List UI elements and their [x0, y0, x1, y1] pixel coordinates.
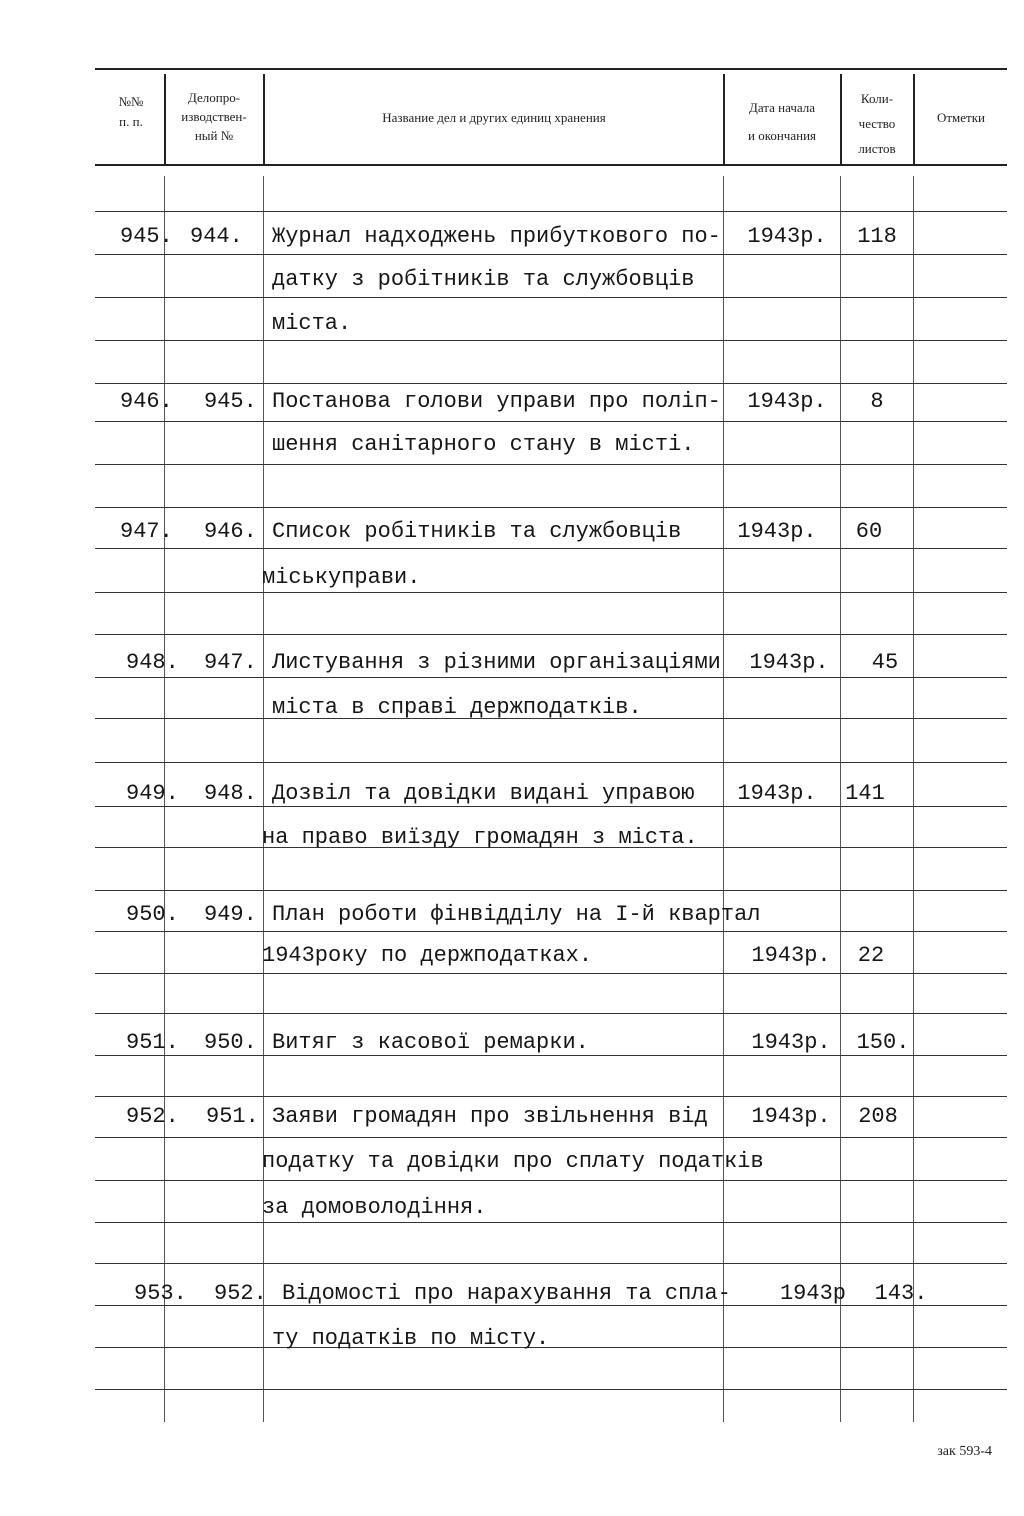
- entry-number: 945.: [120, 224, 173, 249]
- entry-number: 948.: [126, 650, 179, 675]
- entry-office-number: 948.: [204, 781, 257, 806]
- entry-office-number: 951.: [206, 1104, 259, 1129]
- entry-office-number: 952.: [214, 1281, 267, 1306]
- entry-number: 953.: [134, 1281, 187, 1306]
- entry-title-line: План роботи фінвідділу на I-й квартал: [272, 902, 761, 927]
- entry-date: 1943р.: [751, 1030, 831, 1055]
- entry-date: 1943р.: [747, 389, 827, 414]
- entry-title-line: за домоволодіння.: [262, 1195, 487, 1220]
- header-col-title: Название дел и других единиц хранения: [382, 110, 606, 125]
- entry-number: 947.: [120, 519, 173, 544]
- entry-title-line: міста в справі держподатків.: [272, 695, 642, 720]
- entry-title-line: міськуправи.: [262, 565, 421, 590]
- print-order-mark: зак 593-4: [937, 1444, 992, 1459]
- entry-title-line: міста.: [272, 311, 352, 336]
- entry-number: 950.: [126, 902, 179, 927]
- entry-title-line: Листування з різними організаціями: [272, 650, 721, 675]
- header-col-notes: Отметки: [936, 110, 986, 125]
- entry-sheet-count: 45: [871, 650, 899, 675]
- entry-date: 1943р.: [747, 224, 827, 249]
- entry-title-line: 1943року по держподатках.: [262, 943, 593, 968]
- entry-date: 1943р.: [737, 781, 817, 806]
- entry-number: 951.: [126, 1030, 179, 1055]
- header-divider-2: [263, 74, 265, 164]
- entry-office-number: 944.: [190, 224, 243, 249]
- entry-title-line: Журнал надходжень прибуткового по-: [272, 224, 721, 249]
- entry-date: 1943р.: [749, 650, 829, 675]
- entry-sheet-count: 22: [857, 943, 885, 968]
- entry-sheet-count: 208: [858, 1104, 898, 1129]
- entry-date: 1943р.: [751, 943, 831, 968]
- entry-office-number: 946.: [204, 519, 257, 544]
- entry-title-line: податку та довідки про сплату податків: [262, 1149, 764, 1174]
- header-col-office-number: Делопро- изводствен- ный №: [181, 90, 247, 143]
- body-divider-2: [263, 176, 264, 1422]
- entry-title-line: Витяг з касової ремарки.: [272, 1030, 589, 1055]
- entry-sheet-count: 60: [855, 519, 883, 544]
- entry-sheet-count: 150.: [856, 1030, 910, 1055]
- header-top-rule: [95, 68, 1007, 70]
- entry-title-line: на право виїзду громадян з міста.: [262, 825, 698, 850]
- entry-date: 1943р.: [751, 1104, 831, 1129]
- header-bottom-rule: [95, 164, 1007, 166]
- header-divider-5: [913, 74, 915, 164]
- entry-sheet-count: 141: [845, 781, 885, 806]
- entry-title-line: шення санітарного стану в місті.: [272, 432, 695, 457]
- header-col-number: №№ п. п.: [118, 94, 144, 129]
- entry-title-line: Дозвіл та довідки видані управою: [272, 781, 695, 806]
- entry-date: 1943р: [779, 1281, 846, 1306]
- entry-sheet-count: 8: [870, 389, 884, 414]
- entry-number: 952.: [126, 1104, 179, 1129]
- entry-office-number: 950.: [204, 1030, 257, 1055]
- entry-sheet-count: 118: [857, 224, 897, 249]
- entry-title-line: Відомості про нарахування та спла-: [282, 1281, 731, 1306]
- body-divider-5: [913, 176, 914, 1422]
- entry-office-number: 949.: [204, 902, 257, 927]
- entry-title-line: Постанова голови управи про поліп-: [272, 389, 721, 414]
- entry-sheet-count: 143.: [874, 1281, 928, 1306]
- entry-date: 1943р.: [737, 519, 817, 544]
- header-col-count: Коли- чество листов: [858, 91, 896, 156]
- entry-number: 949.: [126, 781, 179, 806]
- entry-number: 946.: [120, 389, 173, 414]
- entry-title-line: Список робітників та службовців: [272, 519, 682, 544]
- entry-title-line: ту податків по місту.: [272, 1326, 550, 1351]
- header-col-dates: Дата начала и окончания: [747, 100, 817, 143]
- entry-title-line: датку з робітників та службовців: [272, 267, 695, 292]
- entry-title-line: Заяви громадян про звільнення від: [272, 1104, 708, 1129]
- entry-office-number: 945.: [204, 389, 257, 414]
- entry-office-number: 947.: [204, 650, 257, 675]
